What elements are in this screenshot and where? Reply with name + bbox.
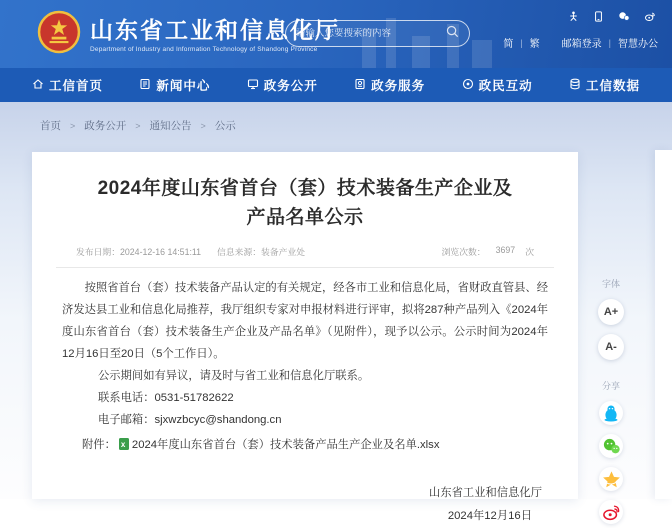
share-rail xyxy=(594,277,628,524)
content-area xyxy=(0,102,672,522)
nav-item-home[interactable] xyxy=(32,76,103,94)
font-decrease-button[interactable]: A- xyxy=(598,334,624,360)
font-label: 字体 xyxy=(601,279,620,289)
search-input[interactable] xyxy=(296,28,446,39)
article-title: 2024年度山东省首台（套）技术装备生产企业及产品名单公示 xyxy=(97,178,513,228)
wechat-share-icon[interactable] xyxy=(599,434,623,458)
article-meta xyxy=(76,245,534,258)
interact-icon xyxy=(462,78,474,93)
agency-name-en: Department of Industry and Information Technology of Shandong Province xyxy=(90,45,318,53)
service-icon xyxy=(354,78,366,93)
breadcrumb-separator: > xyxy=(70,120,76,131)
header-utilities xyxy=(503,9,658,50)
national-emblem-icon xyxy=(38,11,80,58)
signature-date: 2024年12月16日 xyxy=(447,510,532,522)
quick-links xyxy=(503,35,658,50)
meta-left xyxy=(76,245,305,258)
breadcrumb-announcement[interactable]: 公示 xyxy=(214,120,236,132)
divider: | xyxy=(608,37,611,48)
contact-block xyxy=(98,365,548,431)
breadcrumb-home[interactable]: 首页 xyxy=(40,120,61,132)
contact-email: 电子邮箱：sjxwzbcyc@shandong.cn xyxy=(98,414,282,426)
nav-item-data[interactable] xyxy=(569,76,640,94)
article-body xyxy=(62,277,548,528)
attachment-link[interactable]: 2024年度山东省首台（套）技术装备产品生产企业及名单.xlsx xyxy=(131,439,440,451)
site-header xyxy=(0,0,672,68)
publish-date-label: 发布日期： xyxy=(76,247,120,257)
paragraph-objection: 公示期间如有异议，请及时与省工业和信息化厅联系。 xyxy=(98,370,370,382)
lang-simplified-link[interactable]: 简 xyxy=(503,39,514,50)
search-box[interactable] xyxy=(285,20,470,47)
nav-item-gov-services[interactable] xyxy=(354,76,425,94)
lang-traditional-link[interactable]: 繁 xyxy=(529,39,540,50)
mail-login-link[interactable]: 邮箱登录 xyxy=(561,39,602,50)
news-icon xyxy=(139,78,151,93)
breadcrumb-separator: > xyxy=(200,120,206,131)
nav-label: 工信数据 xyxy=(585,79,640,93)
meta-right xyxy=(442,245,534,258)
source-label: 信息来源： xyxy=(217,247,262,257)
attachment-row xyxy=(82,434,548,456)
article-card xyxy=(32,152,578,522)
paragraph-main: 按照省首台（套）技术装备产品认定的有关规定，经各市工业和信息化局，省财政直管县、经济发达县工业和信息化局推荐，我厅组织专家对申报材料进行评审，拟将287种产品列入《2024年度山东省首台（套）技术装备生产企业及产品名单》（见附件），现予以公示。公示时间为2024年12月16日至20日（5个工作日）。 xyxy=(62,282,548,360)
divider: | xyxy=(520,37,523,48)
weibo-share-icon[interactable] xyxy=(599,500,623,524)
divider-line xyxy=(56,267,554,268)
right-panel-edge xyxy=(655,150,672,499)
nav-label: 政民互动 xyxy=(478,79,533,93)
font-increase-button[interactable]: A+ xyxy=(598,299,624,325)
signature-block xyxy=(62,482,548,528)
views-suffix: 次 xyxy=(525,247,534,257)
accessibility-icon[interactable] xyxy=(568,9,579,27)
nav-label: 工信首页 xyxy=(49,79,104,93)
breadcrumb xyxy=(40,118,236,133)
quick-icons xyxy=(503,9,658,27)
monitor-icon xyxy=(247,78,259,93)
smart-office-link[interactable]: 智慧办公 xyxy=(618,39,658,50)
publish-date xyxy=(76,245,201,258)
breadcrumb-notices[interactable]: 通知公告 xyxy=(149,120,192,132)
database-icon xyxy=(569,78,581,93)
nav-item-news[interactable] xyxy=(139,76,210,94)
nav-label: 政务服务 xyxy=(371,79,426,93)
nav-item-interaction[interactable] xyxy=(462,76,533,94)
qq-share-icon[interactable] xyxy=(599,401,623,425)
nav-item-gov-disclosure[interactable] xyxy=(247,76,318,94)
qzone-share-icon[interactable] xyxy=(599,467,623,491)
attachment-label: 附件： xyxy=(82,439,116,451)
search-icon[interactable] xyxy=(446,25,459,43)
contact-phone: 联系电话：0531-51782622 xyxy=(98,392,234,404)
home-icon xyxy=(32,78,44,93)
publish-date-value: 2024-12-16 14:51:11 xyxy=(120,247,202,257)
views-label: 浏览次数： xyxy=(441,247,486,257)
weibo-mini-icon[interactable] xyxy=(644,9,656,27)
breadcrumb-separator: > xyxy=(135,120,141,131)
main-nav xyxy=(0,68,672,102)
share-label: 分享 xyxy=(601,381,620,391)
info-source xyxy=(217,245,305,258)
source-value: 装备产业处 xyxy=(261,247,306,257)
breadcrumb-gov-disclosure[interactable]: 政务公开 xyxy=(84,120,127,132)
signature-org: 山东省工业和信息化厅 xyxy=(429,487,542,499)
chat-icon[interactable] xyxy=(618,9,630,27)
nav-label: 政务公开 xyxy=(263,79,318,93)
nav-label: 新闻中心 xyxy=(156,79,211,93)
excel-file-icon xyxy=(119,438,129,450)
agency-name: 山东省工业和信息化厅 xyxy=(90,16,340,43)
views-count: 3697 xyxy=(495,245,516,255)
mobile-icon[interactable] xyxy=(593,9,604,27)
